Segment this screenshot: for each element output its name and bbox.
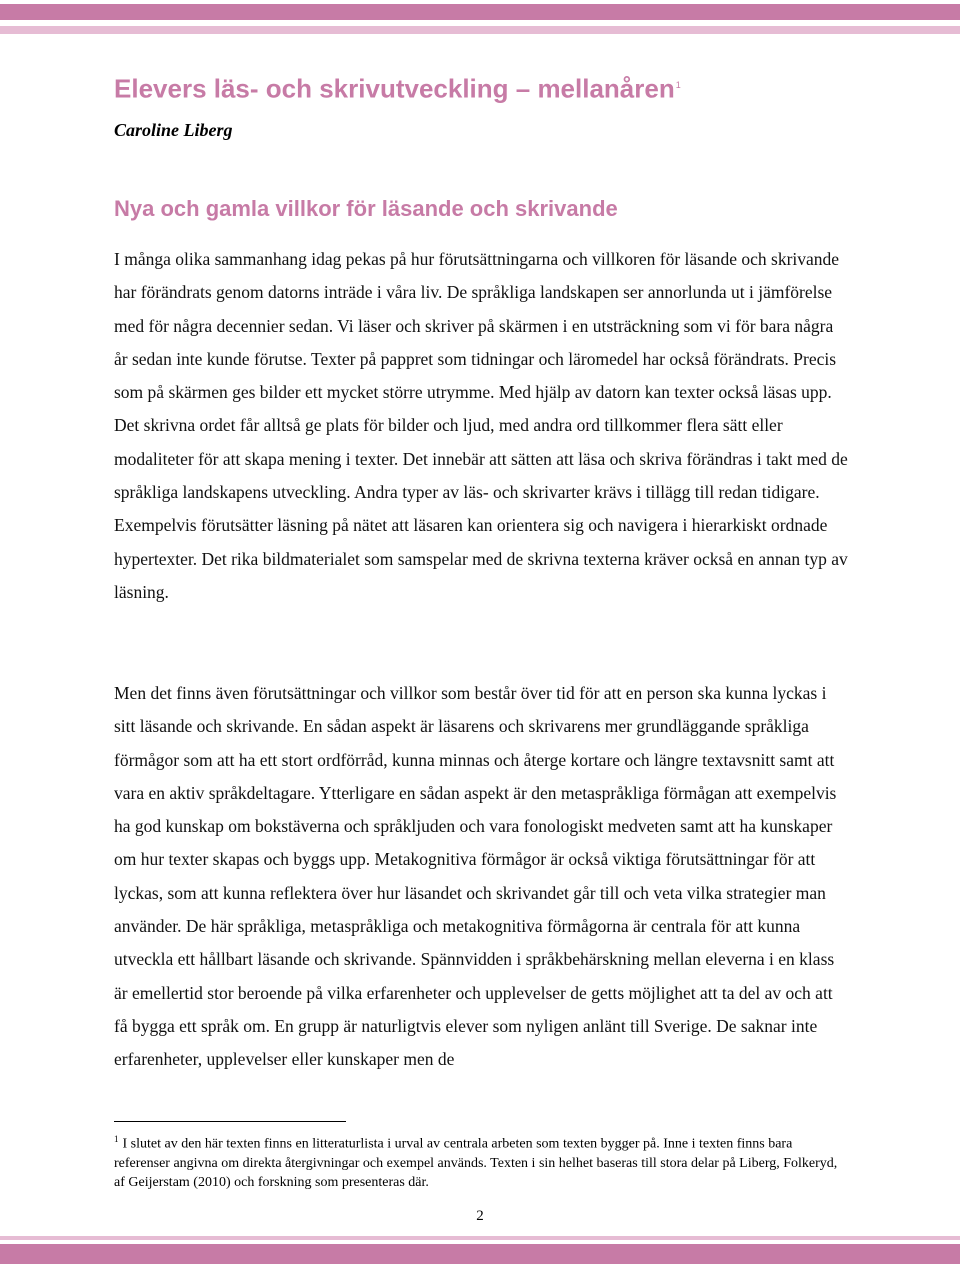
body-paragraph-1: I många olika sammanhang idag pekas på hur förutsättningarna och villkoren för läsande och skrivande har förändrats genom datorns inträde i våra liv. De språkliga landskapen ser annorlunda ut i jämförelse med för några decennier sedan. Vi läser och skriver på skärmen i en utsträckning som vi för bara några år sedan inte kunde förutse. Texter på pappret som tidningar och läromedel har också förändrats. Precis som på skärmen ges bilder ett mycket större utrymme. Med hjälp av datorn kan texter också läsas upp. Det skrivna ordet får alltså ge plats för bilder och ljud, med andra ord tillkommer flera sätt eller modaliteter för att skapa mening i texter. Det innebär att sätten att läsa och skriva förändras i takt med de språkliga landskapens utveckling. Andra typer av läs- och skrivarter krävs i tillägg till redan tidigare. Exempelvis förutsätter läsning på nätet att läsaren kan orientera sig och navigera i hierarkiskt ordnade hypertexter. Det rika bildmaterialet som samspelar med de skrivna texterna kräver också en annan typ av läsning. xyxy=(114,249,848,602)
bottom-decorative-bar xyxy=(0,1244,960,1264)
bottom-decorative-thin-bar xyxy=(0,1236,960,1240)
document-title xyxy=(114,66,681,108)
footnote xyxy=(114,1130,849,1192)
top-decorative-thin-bar xyxy=(0,26,960,34)
body-paragraph-2: Men det finns även förutsättningar och villkor som består över tid för att en person ska kunna lyckas i sitt läsande och skrivande. En sådan aspekt är läsarens och skrivarens mer grundläggande språkliga förmågor som att ha ett stort ordförråd, kunna minnas och återge kortare och längre textavsnitt samt att vara en aktiv språkdeltagare. Ytterligare en sådan aspekt är den metaspråkliga förmågan att exempelvis ha god kunskap om bokstäverna och språkljuden och vara fonologiskt medveten samt att ha kunskaper om hur texter skapas och byggs upp. Metakognitiva förmågor är också viktiga förutsättningar för att lyckas, som att kunna reflektera över hur läsandet och skrivandet går till och veta vilka strategier man använder. De här språkliga, metaspråkliga och metakognitiva förmågorna är centrala för att kunna utveckla ett hållbart läsande och skrivande. Spännvidden i språkbehärskning mellan eleverna i en klass är emellertid stor beroende på vilka erfarenheter och upplevelser de getts möjlighet att ta del av och att få bygga ett språk om. En grupp är naturligtvis elever som nyligen anlänt till Sverige. De saknar inte erfarenheter, upplevelser eller kunskaper men de xyxy=(114,683,837,1070)
document-title-text: Elevers läs- och skrivutveckling – mellanåren xyxy=(114,73,675,104)
footnote-number: 1 xyxy=(114,1134,119,1144)
top-decorative-bar xyxy=(0,4,960,20)
author-name: Caroline Liberg xyxy=(114,120,233,140)
page-number: 2 xyxy=(476,1208,484,1224)
footnote-text: I slutet av den här texten finns en litteraturlista i urval av centrala arbeten som texten bygger på. Inne i texten finns bara referenser angivna om direkta återgivningar och exempel används. Texten i sin helhet baseras till stora delar på Liberg, Folkeryd, af Geijerstam (2010) och forskning som presenteras där. xyxy=(114,1136,838,1190)
title-footnote-ref[interactable]: 1 xyxy=(675,80,681,90)
footnote-divider xyxy=(114,1121,346,1122)
section-heading: Nya och gamla villkor för läsande och skrivande xyxy=(114,196,618,221)
